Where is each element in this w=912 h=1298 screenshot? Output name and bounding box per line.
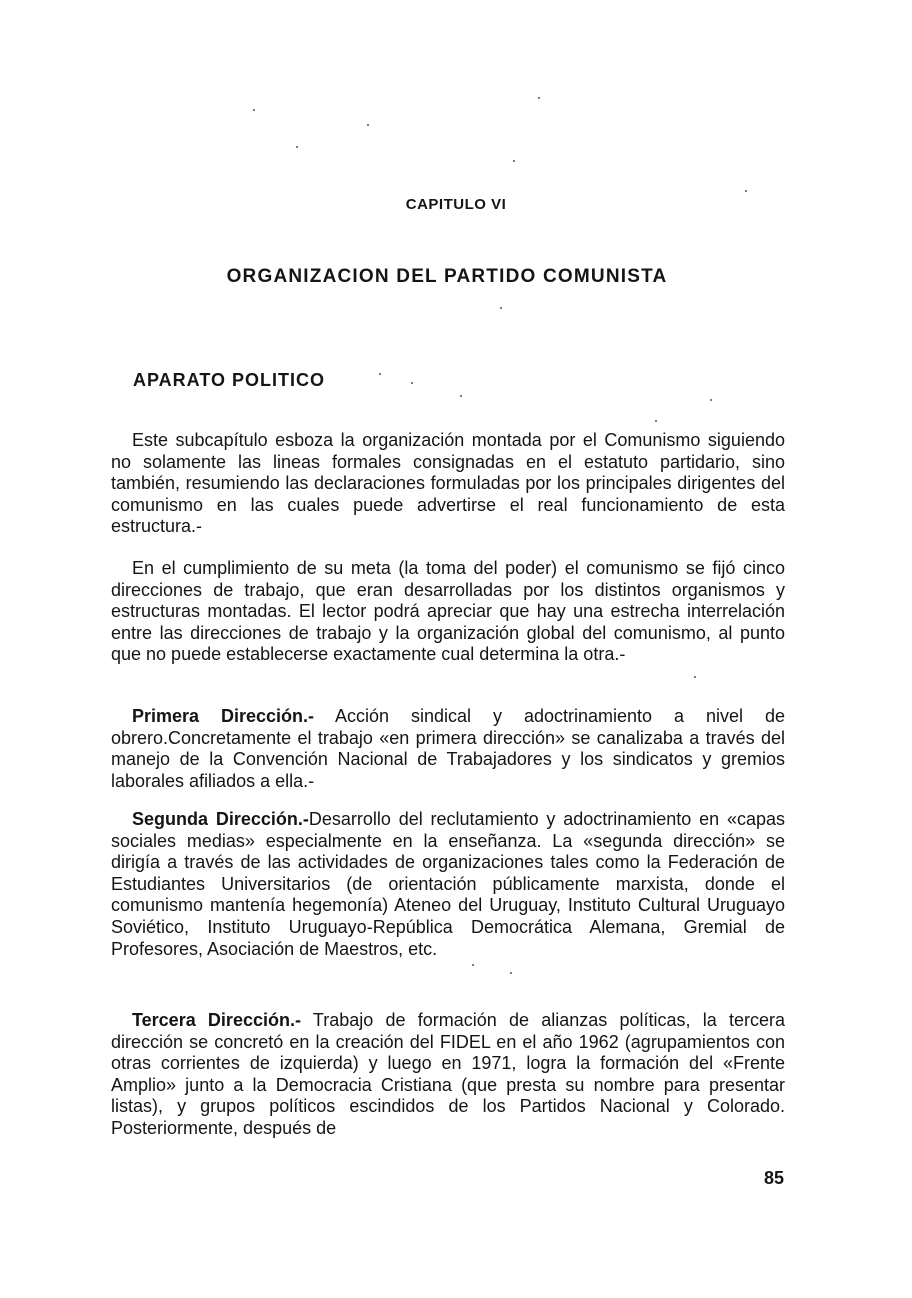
- paragraph-text: En el cumplimiento de su meta (la toma del poder) el comunismo se fijó cinco direcciones de trabajo, que eran desarrolladas por los distintos organismos y estructuras montadas. El lector podrá apreciar que hay una estrecha interrelación entre las direcciones de trabajo y la organización global del comunismo, al punto que no puede establecerse exactamente cual determina la otra.-: [111, 558, 785, 665]
- paragraph-primera-direccion: [111, 706, 785, 792]
- chapter-heading: CAPITULO VI: [405, 196, 507, 213]
- scan-speck: [694, 676, 696, 678]
- scan-speck: [745, 190, 747, 192]
- paragraph-text: Desarrollo del reclutamiento y adoctrinamiento en «capas sociales medias» especialmente en la enseñanza. La «segunda dirección» se dirigía a través de las actividades de organizaciones tales como la Federación de Estudiantes Universitarios (de orientación públicamente marxista, donde el comunismo mantenía hegemonía) Ateneo del Uruguay, Instituto Cultural Uruguayo Soviético, Instituto Uruguayo-República Democrática Alemana, Gremial de Profesores, Asociación de Maestros, etc.: [111, 809, 785, 959]
- paragraph-text: Acción sindical y adoctrinamiento a nivel de obrero.Concretamente el trabajo «en primera dirección» se canalizaba a través del manejo de la Convención Nacional de Trabajadores y los sindicatos y gremios laborales afiliados a ella.-: [111, 706, 785, 791]
- section-heading: APARATO POLITICO: [133, 370, 326, 390]
- paragraph-text: Trabajo de formación de alianzas políticas, la tercera dirección se concretó en la creación del FIDEL en el año 1962 (agrupamientos con otras corrientes de izquierda) y luego en 1971, logra la formación del «Frente Amplio» junto a la Democracia Cristiana (que presta su nombre para presentar listas), y grupos políticos escindidos de los Partidos Nacional y Colorado. Posteriormente, después de: [111, 1010, 785, 1138]
- scan-speck: [510, 972, 512, 974]
- scan-speck: [379, 373, 381, 375]
- scan-speck: [538, 97, 540, 99]
- scan-speck: [500, 307, 502, 309]
- scan-speck: [253, 109, 255, 111]
- scan-speck: [513, 160, 515, 162]
- scan-speck: [472, 964, 474, 966]
- paragraph-text: Este subcapítulo esboza la organización montada por el Comunismo siguiendo no solamente las lineas formales consignadas en el estatuto partidario, sino también, resumiendo las declaraciones formuladas por los principales dirigentes del comunismo en las cuales puede advertirse el real funcionamiento de esta estructura.-: [111, 430, 785, 537]
- scan-speck: [710, 399, 712, 401]
- scan-speck: [296, 146, 298, 148]
- paragraph-directions: [111, 558, 785, 666]
- scan-speck: [460, 395, 462, 397]
- scan-speck: [367, 124, 369, 126]
- paragraph-segunda-direccion: [111, 809, 785, 960]
- paragraph-tercera-direccion: [111, 1010, 785, 1140]
- paragraph-lead: Tercera Dirección.-: [132, 1010, 301, 1030]
- page-number: 85: [764, 1168, 785, 1188]
- paragraph-lead: Primera Dirección.-: [132, 706, 315, 726]
- paragraph-lead: Segunda Dirección.-: [132, 809, 309, 829]
- scan-speck: [411, 382, 413, 384]
- paragraph-intro: [111, 430, 785, 538]
- scan-speck: [655, 420, 657, 422]
- page-title: ORGANIZACION DEL PARTIDO COMUNISTA: [226, 266, 668, 287]
